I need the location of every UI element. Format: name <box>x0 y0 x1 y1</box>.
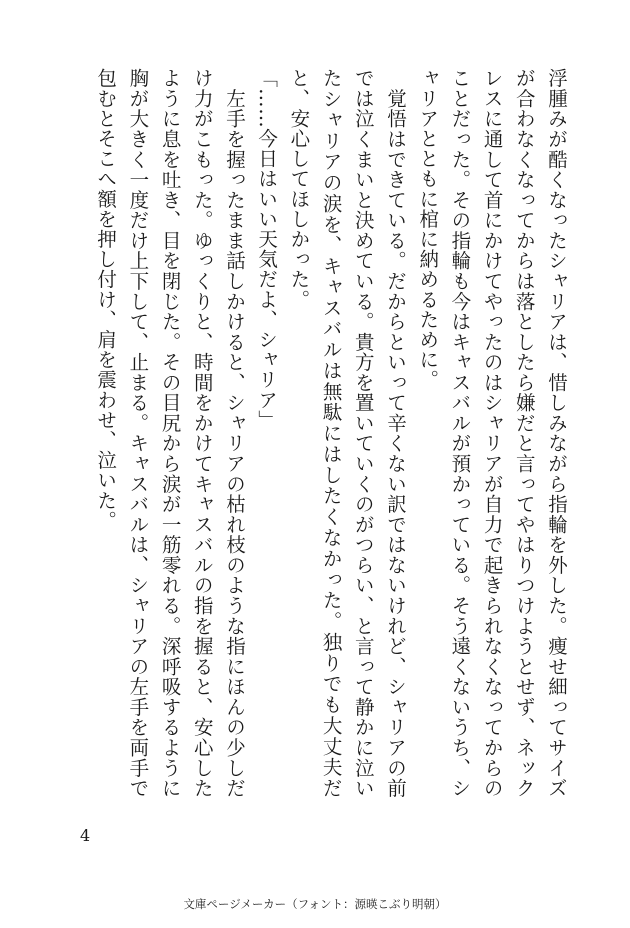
footer-credit: 文庫ページメーカー（フォント：源暎こぶり明朝） <box>183 897 447 911</box>
page-number: 4 <box>80 826 91 845</box>
paragraph-2: 覚悟はできている。だからといって辛くない訳ではないけれど、シャリアの前では泣くまいと決めている。貴方を置いていくのがつらい、と言って静かに泣いたシャリアの涙を、キャスバルは無駄にはしたくなかった。独りでも大丈夫だと、安心してほしかった。 <box>287 68 407 798</box>
paragraph-4: 左手を握ったまま話しかけると、シャリアの枯れ枝のような指にほんの少しだけ力がこもった。ゆっくりと、時間をかけてキャスバルの指を握ると、安心したように息を吐き、目を閉じた。その目尻から涙が一筋零れる。深呼吸するように胸が大きく一度だけ上下して、止まる。キャスバルは、シャリアの左手を両手で包むとそこへ額を押し付け、肩を震わせ、泣いた。 <box>94 68 246 798</box>
paragraph-1: 浮腫みが酷くなったシャリアは、惜しみながら指輪を外した。痩せ細ってサイズが合わなくなってからは落としたら嫌だと言ってやはりつけようとせず、ネックレスに通して首にかけてやったのはシャリアが自力で起きられなくなってからのことだった。その指輪も今はキャスバルが預かっている。そう遠くないうち、シャリアとともに棺に納めるために。 <box>416 68 568 798</box>
paragraph-3-dialogue: 「……今日はいい天気だよ、シャリア」 <box>255 68 279 430</box>
vertical-body-text <box>72 68 572 798</box>
